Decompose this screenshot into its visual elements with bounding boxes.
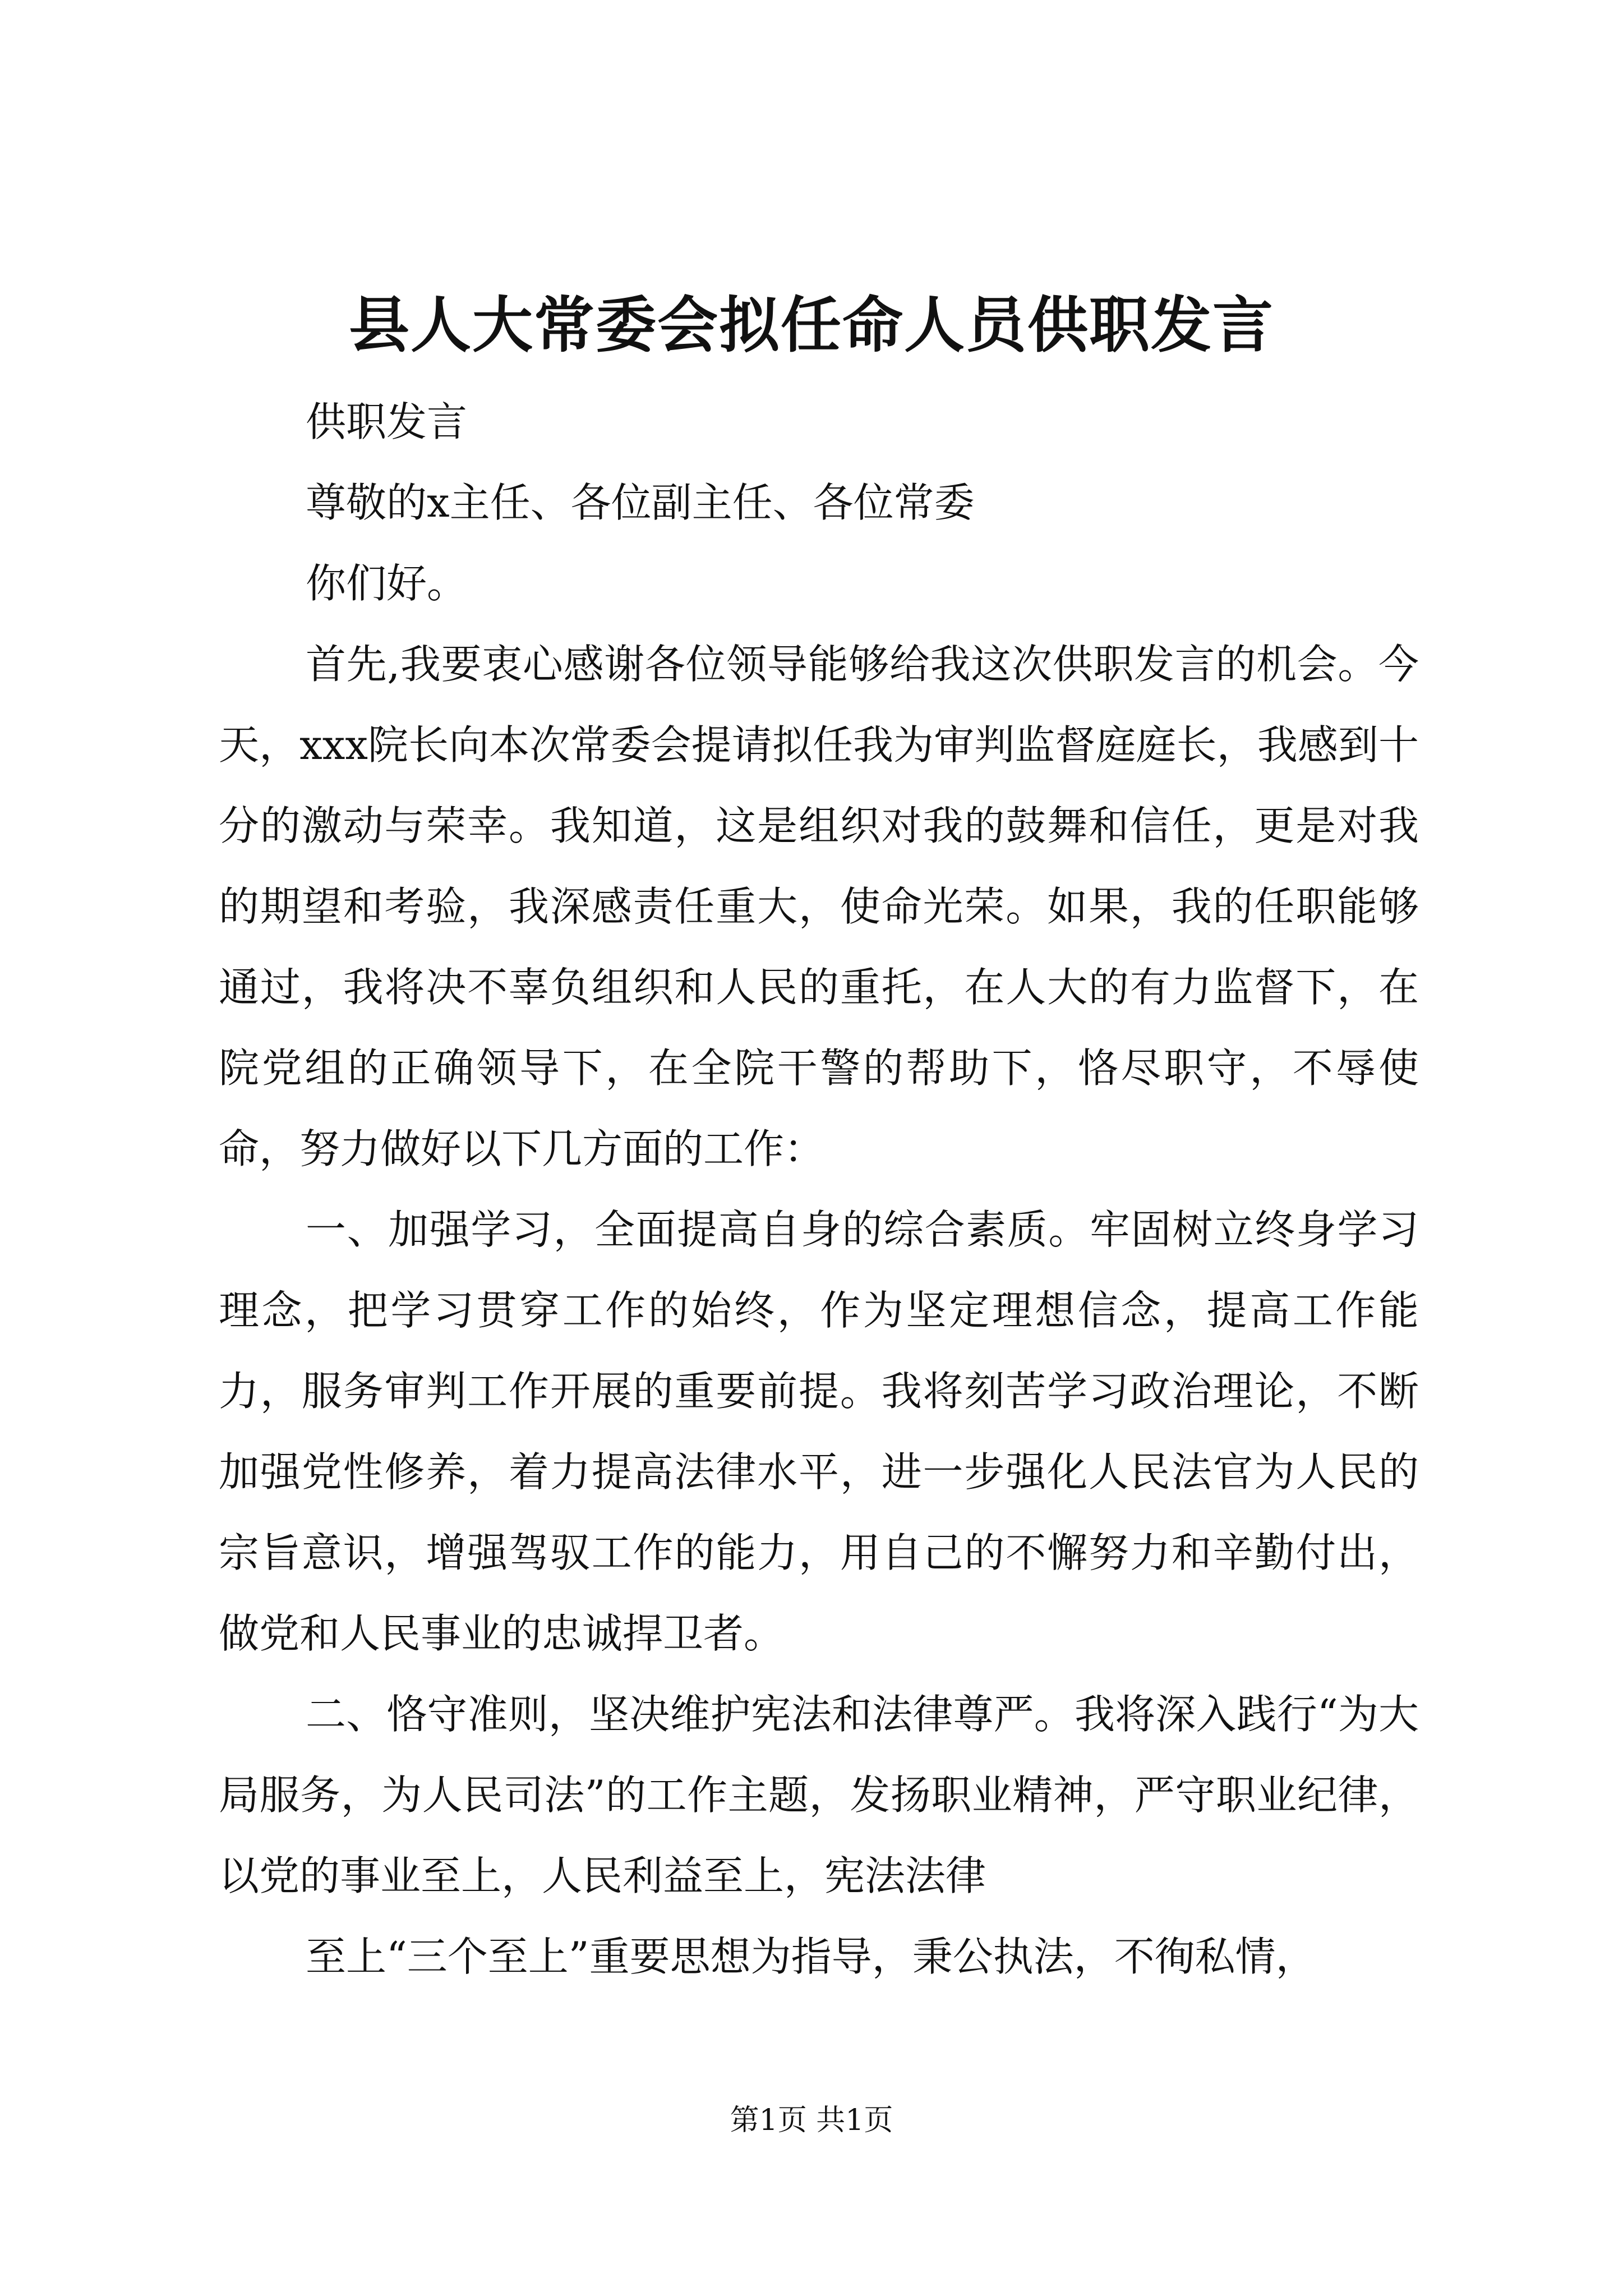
paragraph-salutation: 尊敬的x主任、各位副主任、各位常委 (306, 479, 975, 526)
paragraph-greeting: 你们好。 (306, 560, 468, 607)
paragraph-opening: 首先,我要衷心感谢各位领导能够给我这次供职发言的机会。今天，xxx院长向本次常委会提请拟任我为审判监督庭庭长，我感到十分的激动与荣幸。我知道，这是组织对我的鼓舞和信任，更是对我的期望和考验，我深感责任重大，使命光荣。如果，我的任职能够通过，我将决不辜负组织和人民的重托，在人大的有力监督下，在院党组的正确领导下，在全院干警的帮助下，恪尽职守，不辱使命，努力做好以下几方面的工作： (219, 641, 1419, 1172)
document-title: 县人大常委会拟任命人员供职发言 (348, 290, 1274, 361)
paragraph-continuation: 至上“三个至上”重要思想为指导，秉公执法，不徇私情， (306, 1933, 1316, 1980)
paragraph-point-one: 一、加强学习，全面提高自身的综合素质。牢固树立终身学习理念，把学习贯穿工作的始终，作为坚定理想信念，提高工作能力，服务审判工作开展的重要前提。我将刻苦学习政治理论，不断加强党性修养，着力提高法律水平，进一步强化人民法官为人民的宗旨意识，增强驾驭工作的能力，用自己的不懈努力和辛勤付出，做党和人民事业的忠诚捍卫者。 (219, 1206, 1419, 1657)
page-footer: 第1页 共1页 (730, 2104, 893, 2137)
paragraph-point-two: 二、恪守准则，坚决维护宪法和法律尊严。我将深入践行“为大局服务，为人民司法”的工作主题，发扬职业精神，严守职业纪律，以党的事业至上，人民利益至上，宪法法律 (219, 1691, 1419, 1899)
document-body (219, 381, 1419, 1997)
paragraph-subtitle: 供职发言 (306, 398, 468, 445)
